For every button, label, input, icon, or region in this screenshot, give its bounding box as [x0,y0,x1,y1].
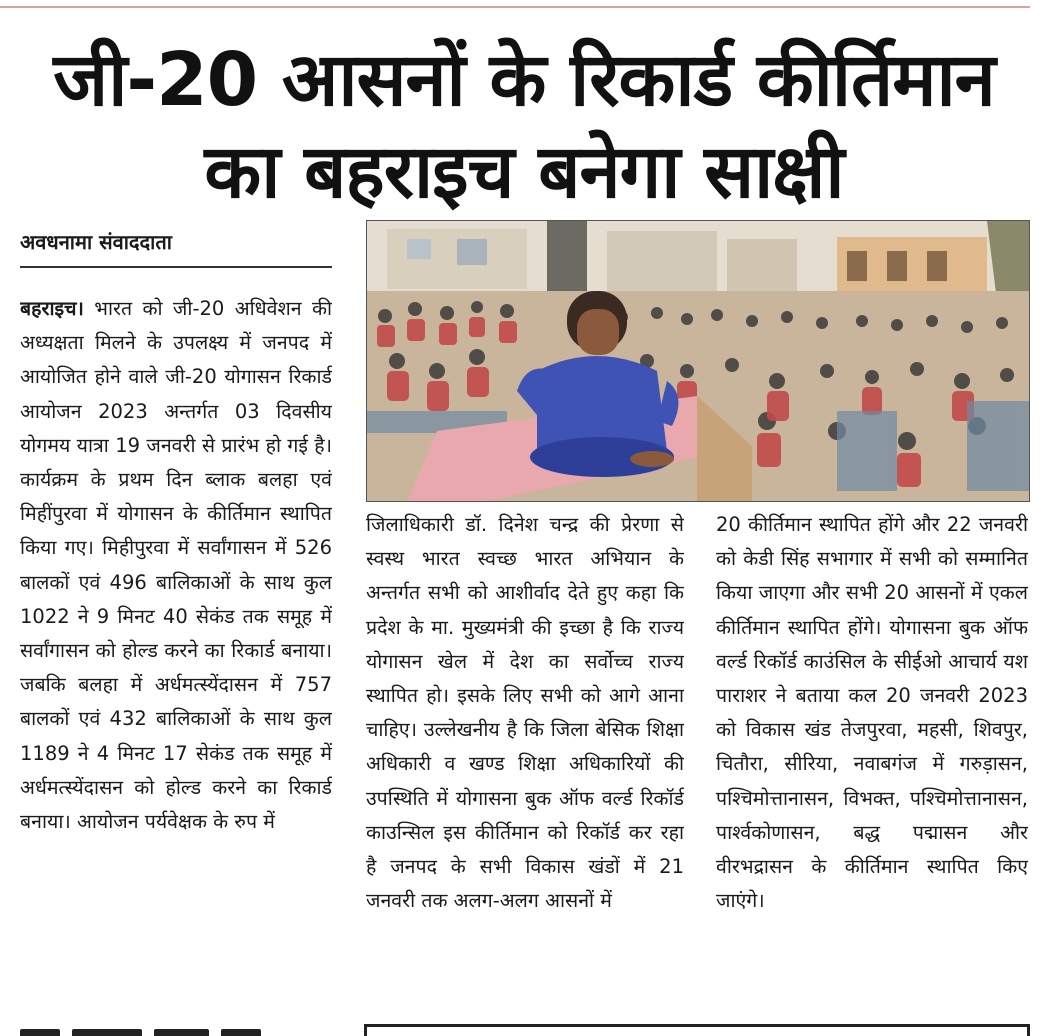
byline-rule [20,266,332,268]
headline-line-1: जी-20 आसनों के रिकार्ड कीर्तिमान [53,37,995,123]
byline: अवधनामा संवाददाता [20,230,172,254]
article-column-1 [20,292,332,1012]
article-column-2: जिलाधिकारी डॉ. दिनेश चन्द्र की प्रेरणा से स्वस्थ भारत स्वच्छ भारत अभियान के अन्तर्गत सभी को आशीर्वाद देते हुए कहा कि प्रदेश के मा. मुख्यमंत्री की इच्छा है कि राज्य योगासन खेल में देश का सर्वोच्च राज्य स्थापित हो। इसके लिए सभी को आगे आना चाहिए। उल्लेखनीय है कि जिला बेसिक शिक्षा अधिकारी व खण्ड शिक्षा अधिकारियों की उपस्थिति में योगासना बुक ऑफ वर्ल्ड रिकॉर्ड काउन्सिल इस कीर्तिमान को रिकॉर्ड कर रहा है जनपद के सभी विकास खंडों में 21 जनवरी तक अलग-अलग आसनों में [366,513,684,913]
next-headline-fragment [20,1024,290,1036]
article-column-3: 20 कीर्तिमान स्थापित होंगे और 22 जनवरी को केडी सिंह सभागार में सभी को सम्मानित किया जाएगा और सभी 20 आसनों में एकल कीर्तिमान स्थापित होंगे। योगासना बुक ऑफ वर्ल्ड रिकॉर्ड काउंसिल के सीईओ आचार्य यश पाराशर ने बताया कल 20 जनवरी 2023 को विकास खंड तेजपुरवा, महसी, शिवपुर, चितौरा, सीरिया, नवाबगंज में गरुड़ासन, पश्चिमोत्तानासन, विभक्त, पश्चिमोत्तानासन, पार्श्वकोणासन, बद्ध पद्मासन और वीरभद्रासन के कीर्तिमान स्थापित किए जाएंगे। [716,513,1028,913]
next-article-box [364,1024,1030,1036]
photo-illustration [367,221,1030,502]
dateline: बहराइच। [20,297,84,320]
headline [14,34,1034,218]
headline-line-2: का बहराइच बनेगा साक्षी [204,129,844,215]
top-rule [0,6,1030,8]
column-1-text: भारत को जी-20 अधिवेशन की अध्यक्षता मिलने के उपलक्ष्य में जनपद में आयोजित होने वाले जी-20 योगासन रिकार्ड आयोजन 2023 अन्तर्गत 03 दिवसीय योगमय यात्रा 19 जनवरी से प्रारंभ हो गई है। कार्यक्रम के प्रथम दिन ब्लाक बलहा एवं मिहींपुरवा में योगासन के कीर्तिमान स्थापित किया गए। मिहीपुरवा में सर्वांगासन में 526 बालकों एवं 496 बालिकाओं के साथ कुल 1022 ने 9 मिनट 40 सेकंड तक समूह में सर्वांगासन को होल्ड करने का रिकार्ड बनाया। जबकि बलहा में अर्धमत्स्येंदासन में 757 बालकों एवं 432 बालिकाओं के साथ कुल 1189 ने 4 मिनट 17 सेकंड तक समूह में अर्धमत्स्येंदासन को होल्ड करने का रिकार्ड बनाया। आयोजन पर्यवेक्षक के रुप में [20,297,332,834]
yoga-event-photo [366,220,1030,502]
